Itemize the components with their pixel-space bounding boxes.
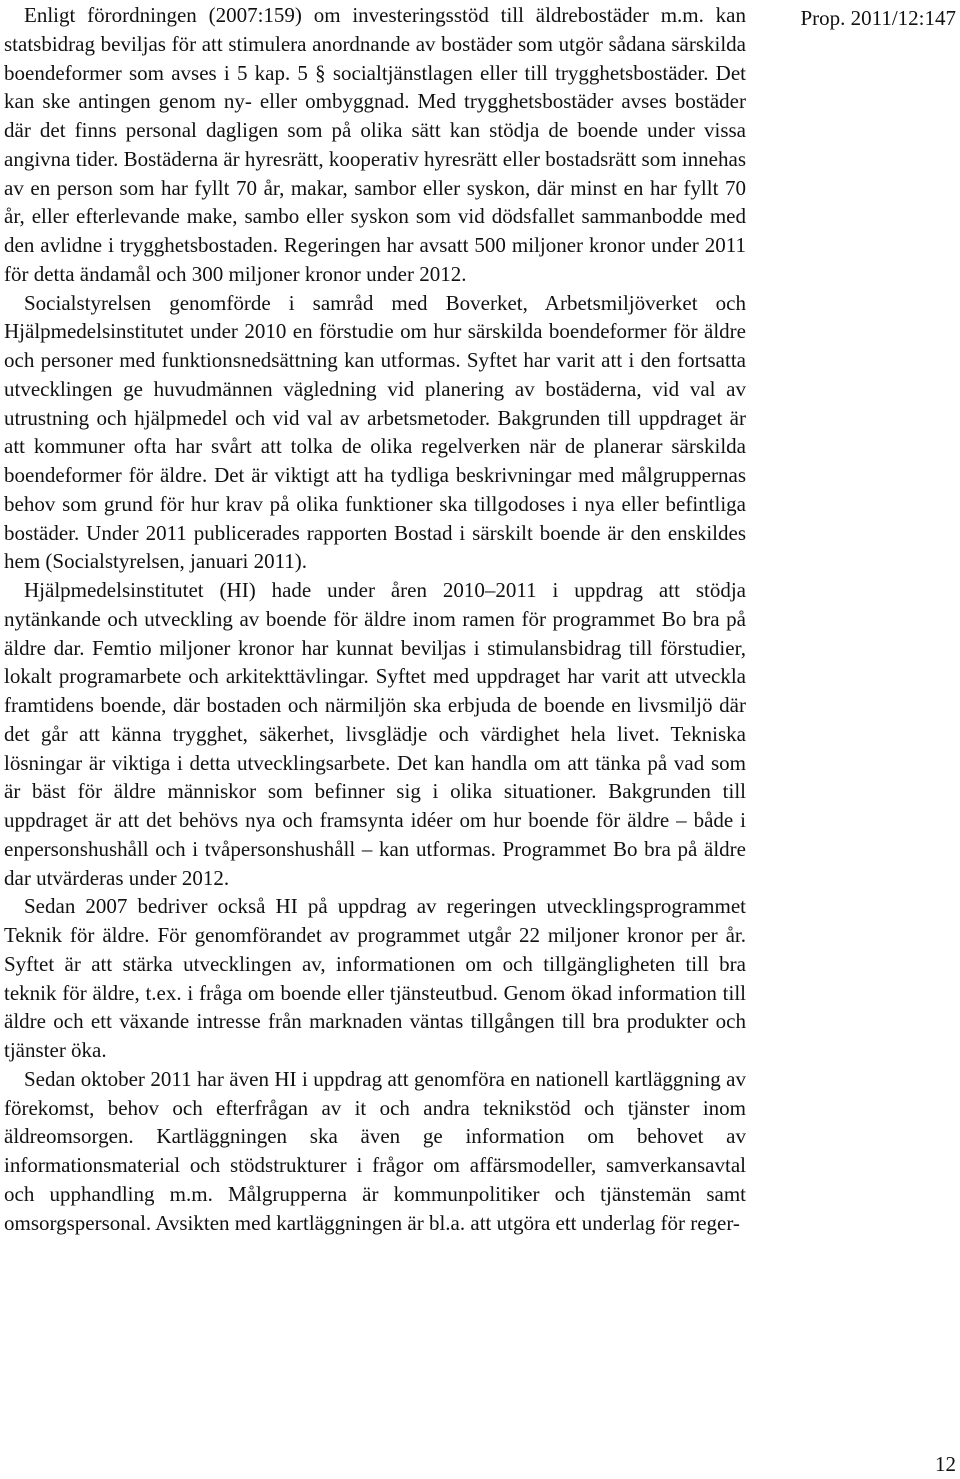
body-text	[4, 1, 746, 1237]
paragraph: Socialstyrelsen genomförde i samråd med Boverket, Arbetsmiljöverket och Hjälpmedelsinstitutet under 2010 en förstudie om hur särskilda boendeformer för äldre och personer med funktionsnedsättning kan utformas. Syftet har varit att i den fortsatta utvecklingen ge huvudmännen vägledning vid planering av bostäderna, vid val av utrustning och hjälpmedel och vid val av arbetsmetoder. Bakgrunden till uppdraget är att kommuner ofta har svårt att tolka de olika regelverken när de planerar särskilda boendeformer för äldre. Det är viktigt att ha tydliga beskrivningar med målgruppernas behov som grund för hur krav på olika funktioner ska tillgodoses i nya eller befintliga bostäder. Under 2011 publicerades rapporten Bostad i särskilt boende är den enskildes hem (Socialstyrelsen, januari 2011).	[4, 290, 746, 574]
document-reference: Prop. 2011/12:147	[800, 6, 956, 30]
paragraph: Sedan 2007 bedriver också HI på uppdrag av regeringen utvecklingsprogrammet Teknik för äldre. För genomförandet av programmet utgår 22 miljoner kronor per år. Syftet är att stärka utvecklingen av, informationen om och tillgängligheten till bra teknik för äldre, t.ex. i fråga om boende eller tjänsteutbud. Genom ökad information till äldre och ett växande intresse från marknaden väntas tillgången till bra produkter och tjänster öka.	[4, 894, 746, 1062]
page-number: 12	[935, 1452, 956, 1476]
paragraph: Sedan oktober 2011 har även HI i uppdrag att genomföra en nationell kartläggning av förekomst, behov och efterfrågan av it och andra teknikstöd och tjänster inom äldreomsorgen. Kartläggningen ska även ge information om behovet av informationsmaterial och stödstrukturer i frågor om affärsmodeller, samverkansavtal och upphandling m.m. Målgrupperna är kommunpolitiker och tjänstemän samt omsorgspersonal. Avsikten med kartläggningen är bl.a. att utgöra ett underlag för reger-	[4, 1066, 746, 1235]
paragraph: Enligt förordningen (2007:159) om investeringsstöd till äldrebostäder m.m. kan statsbidrag beviljas för att stimulera anordnande av bostäder som utgör sådana särskilda boendeformer som avses i 5 kap. 5 § socialtjänstlagen eller till trygghetsbostäder. Det kan ske antingen genom ny- eller ombyggnad. Med trygghetsbostäder avses bostäder där det finns personal dagligen som på olika sätt kan stödja de boende under vissa angivna tider. Bostäderna är hyresrätt, kooperativ hyresrätt eller bostadsrätt som innehas av en person som har fyllt 70 år, makar, sambor eller syskon, där minst en har fyllt 70 år, eller efterlevande make, sambo eller syskon som vid dödsfallet sammanbodde med den avlidne i trygghetsbostaden. Regeringen har avsatt 500 miljoner kronor under 2011 för detta ändamål och 300 miljoner kronor under 2012.	[4, 3, 746, 286]
paragraph: Hjälpmedelsinstitutet (HI) hade under åren 2010–2011 i uppdrag att stödja nytänkande och utveckling av boende för äldre inom ramen för programmet Bo bra på äldre dar. Femtio miljoner kronor har kunnat beviljas i stimulansbidrag till förstudier, lokalt programarbete och arkitekttävlingar. Syftet med uppdraget har varit att utveckla framtidens boende, där bostaden och närmiljön ska erbjuda de boende en livsmiljö där det går att känna trygghet, säkerhet, livsglädje och värdighet hela livet. Tekniska lösningar är viktiga i detta utvecklingsarbete. Det kan handla om att tänka på vad som är bäst för äldre människor som befinner sig i olika situationer. Bakgrunden till uppdraget är att det behövs nya och framsynta idéer om hur boende för äldre – både i enpersonshushåll och i tvåpersonshushåll – kan utformas. Programmet Bo bra på äldre dar utvärderas under 2012.	[4, 578, 746, 890]
